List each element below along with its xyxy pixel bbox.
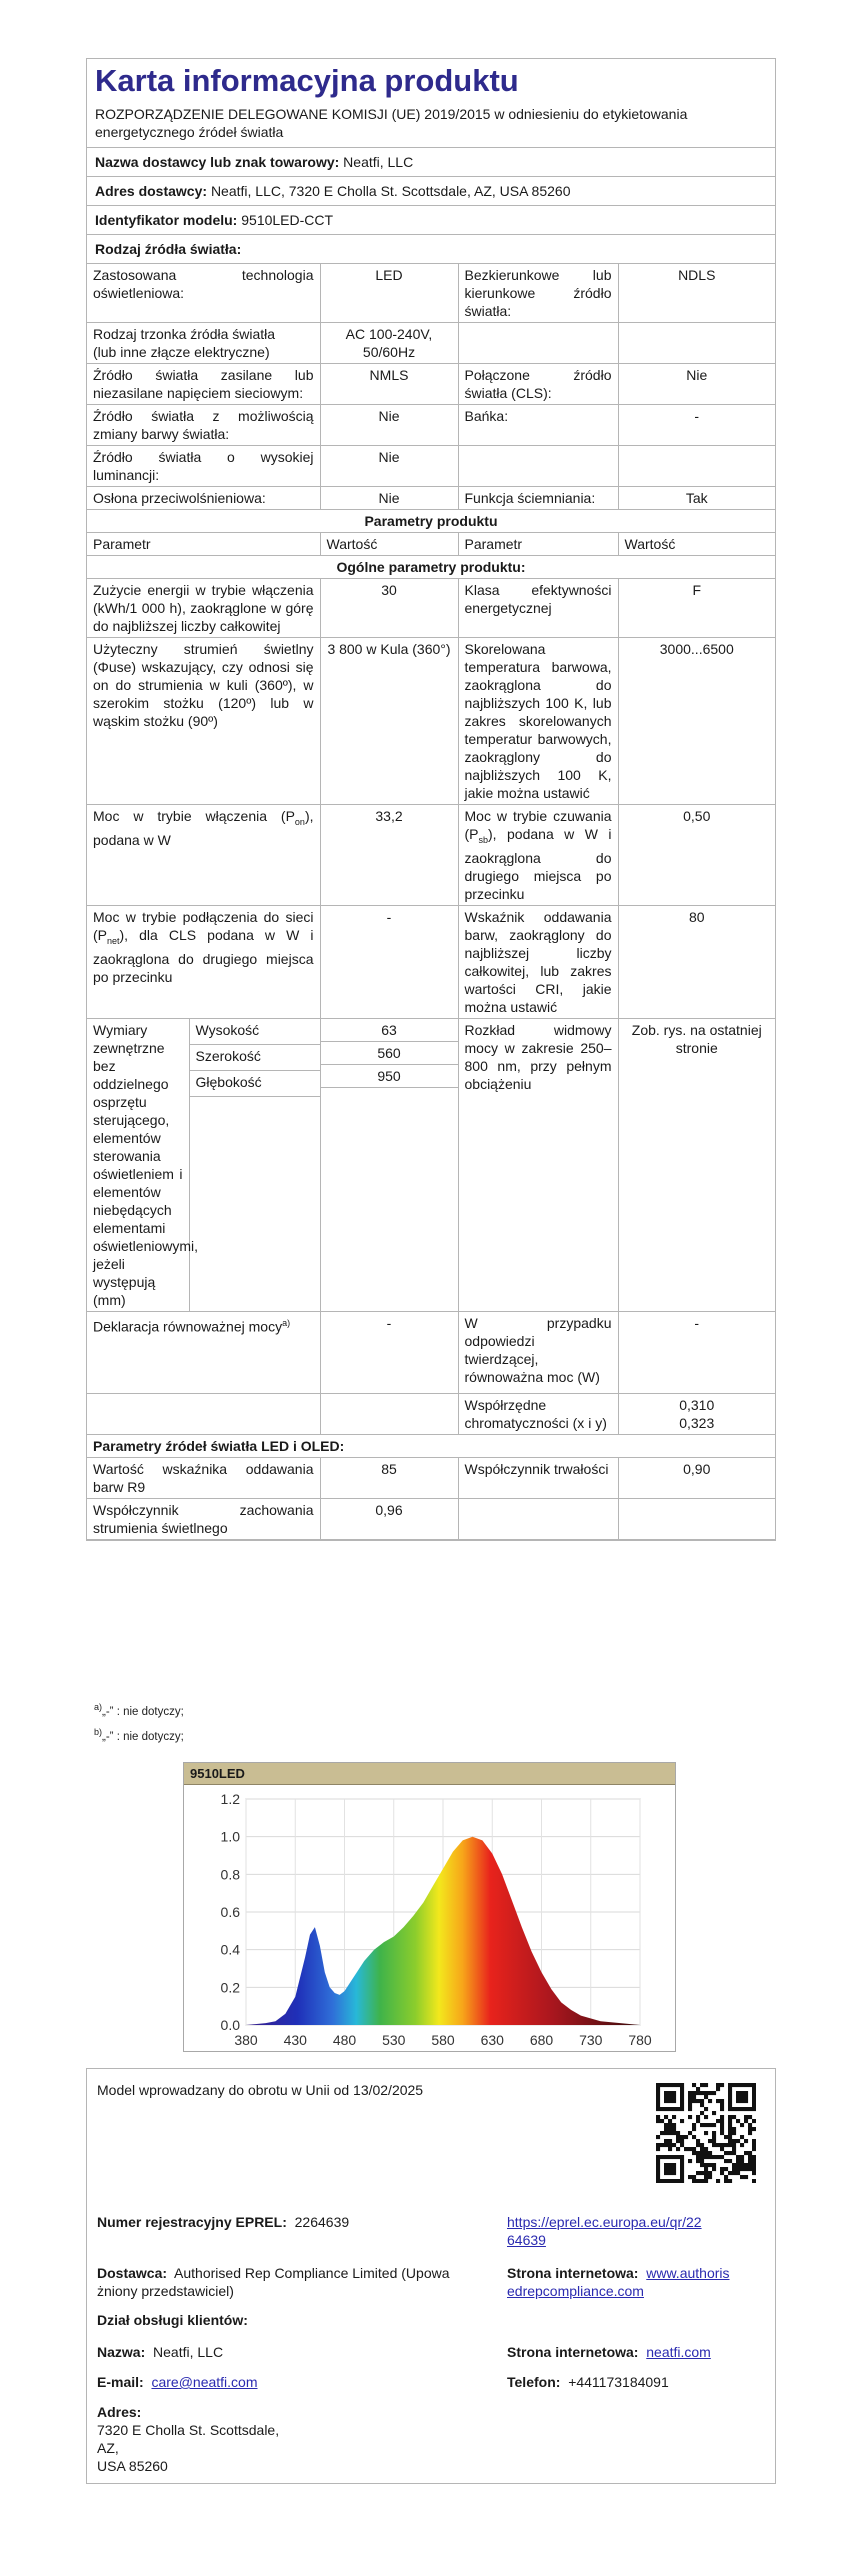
customer-name-row: Nazwa: Neatfi, LLC [97, 2344, 224, 2360]
supplier-name-value: Neatfi, LLC [343, 154, 414, 170]
general-parameters-heading: Ogólne parametry produktu: [87, 556, 775, 579]
connected-value: Nie [618, 364, 775, 405]
cap-type-label-line-2: (lub inne złącze elektryczne) [93, 344, 270, 360]
footnote-b: $^{b)}$„-” : nie dotyczy; [94, 1726, 184, 1743]
table-row [87, 446, 775, 487]
supplier-name-row [87, 148, 775, 177]
column-header-parameter: Parametr [458, 533, 618, 556]
regulation-subtitle: ROZPORZĄDZENIE DELEGOWANE KOMISJI (UE) 2019/2015 w odniesieniu do etykietowania energetycznego źródeł światła [87, 105, 775, 148]
r9-label: Wartość wskaźnika oddawania barw R9 [87, 1457, 320, 1498]
table-row [87, 638, 775, 805]
standby-power-value: 0,50 [618, 805, 775, 906]
directional-value: NDLS [618, 264, 775, 323]
chromaticity-y: 0,323 [679, 1414, 715, 1431]
on-mode-power-value: 33,2 [320, 805, 458, 906]
cct-label: Skorelowana temperatura barwowa, zaokrąglona do najbliższych 100 K, lub zakres skorelowanych temperatur barwowych, zaokrąglony do najbliższych 100 K, jakie można ustawić [458, 638, 618, 805]
footnote-a: $^{a)}$„-” : nie dotyczy; [94, 1702, 184, 1718]
x-tick-label: 480 [332, 2032, 357, 2048]
table-row [87, 1393, 775, 1434]
column-header-value: Wartość [618, 533, 775, 556]
lumen-maintenance-label: Współczynnik zachowania strumienia świetlnego [87, 1498, 320, 1539]
dimensions-table [87, 1019, 320, 1311]
useful-flux-label: Użyteczny strumień świetlny (Φuse) wskazujący, czy odnosi się on do strumienia w kuli (360º), w szerokim stożku (120º) lub w wąskim stożku (90º) [87, 638, 320, 805]
eprel-number-row: Numer rejestracyjny EPREL: 2264639 [97, 2214, 350, 2230]
table-row [87, 1311, 775, 1393]
r9-value: 85 [320, 1457, 458, 1498]
table-row [87, 405, 775, 446]
x-tick-label: 780 [628, 2032, 652, 2048]
chart-title: 9510LED [184, 1763, 675, 1785]
model-identifier-value: 9510LED-CCT [241, 212, 334, 228]
height-value: 63 [321, 1019, 458, 1042]
dimensions-values-table [321, 1019, 458, 1302]
equivalent-power-value: - [320, 1311, 458, 1393]
qr-code-icon[interactable] [656, 2083, 756, 2183]
anti-glare-label: Osłona przeciwolśnieniowa: [87, 487, 320, 510]
supplier-row: Dostawca: Authorised Rep Compliance Limited (Upowa żniony przedstawiciel) [97, 2265, 450, 2299]
y-tick-label: 0.8 [220, 1866, 240, 1883]
cap-type-label [87, 323, 320, 364]
cap-type-value: AC 100-240V, 50/60Hz [320, 323, 458, 364]
chromaticity-x: 0,310 [679, 1396, 715, 1413]
spectral-distribution-value: Zob. rys. na ostatniej stronie [618, 1018, 775, 1311]
cri-value: 80 [618, 905, 775, 1018]
network-standby-value: - [320, 905, 458, 1018]
cri-label: Wskaźnik oddawania barw, zaokrąglony do najbliższej liczby całkowitej, lub zakres wartości CRI, jakie można ustawić [458, 905, 618, 1018]
table-row [87, 556, 775, 579]
column-header-parameter: Parametr [87, 533, 320, 556]
table-row [87, 264, 775, 323]
envelope-label: Bańka: [458, 405, 618, 446]
x-axis [234, 2032, 652, 2048]
table-row [87, 1018, 775, 1311]
equivalent-power-w-label: W przypadku odpowiedzi twierdzącej, równoważna moc (W) [458, 1311, 618, 1393]
table-row [87, 323, 775, 364]
table-row [87, 487, 775, 510]
email-link[interactable]: care@neatfi.com [151, 2374, 258, 2390]
email-row: E-mail: care@neatfi.com [97, 2374, 258, 2390]
spectral-chart-svg [184, 1785, 675, 2051]
depth-label: Głębokość [189, 1071, 320, 1097]
x-tick-label: 580 [431, 2032, 455, 2048]
dimensions-label: Wymiary zewnętrzne bez oddzielnego osprzętu sterującego, elementów sterowania oświetleniem i elementów niebędących elementami oświetleniowymi, jeżeli występują (mm) [87, 1019, 189, 1311]
colour-tunable-value: Nie [320, 405, 458, 446]
spectral-distribution-label: Rozkład widmowy mocy w zakresie 250–800 nm, przy pełnym obciążeniu [458, 1018, 618, 1311]
dimmable-label: Funkcja ściemniania: [458, 487, 618, 510]
light-source-type-table [87, 264, 775, 1540]
page-title: Karta informacyjna produktu [95, 63, 519, 98]
x-tick-label: 680 [529, 2032, 554, 2048]
y-tick-label: 1.2 [220, 1791, 240, 1807]
height-label: Wysokość [189, 1019, 320, 1045]
y-tick-label: 0.2 [220, 1979, 240, 1996]
cap-type-label-line-1: Rodzaj trzonka źródła światła [93, 326, 276, 342]
directional-label: Bezkierunkowe lub kierunkowe źródło światła: [458, 264, 618, 323]
eprel-number: 2264639 [294, 2214, 350, 2230]
envelope-value: - [618, 405, 775, 446]
width-label: Szerokość [189, 1044, 320, 1070]
supplier-address-row [87, 177, 775, 206]
width-value: 560 [321, 1041, 458, 1064]
mains-label: Źródło światła zasilane lub niezasilane napięciem sieciowym: [87, 364, 320, 405]
x-tick-label: 530 [382, 2032, 406, 2048]
supplier-address-value: Neatfi, LLC, 7320 E Cholla St. Scottsdale, AZ, USA 85260 [210, 183, 571, 199]
supplier-name-label: Nazwa dostawcy lub znak towarowy: [95, 154, 340, 170]
y-tick-label: 1.0 [220, 1828, 240, 1845]
spectral-chart [183, 1762, 676, 2052]
energy-consumption-label: Zużycie energii w trybie włączenia (kWh/1 000 h), zaokrąglone w górę do najbliższej liczby całkowitej [87, 579, 320, 638]
table-row [87, 1498, 775, 1539]
chromaticity-label: Współrzędne chromatyczności (x i y) [458, 1393, 618, 1434]
light-source-type-label: Rodzaj źródła światła: [95, 241, 242, 257]
table-row [87, 533, 775, 556]
y-tick-label: 0.4 [220, 1941, 240, 1958]
table-row [87, 510, 775, 533]
table-row [87, 364, 775, 405]
technology-label: Zastosowana technologia oświetleniowa: [87, 264, 320, 323]
x-tick-label: 430 [283, 2032, 307, 2048]
model-identifier-label: Identyfikator modelu: [95, 212, 238, 228]
high-luminance-label: Źródło światła o wysokiej luminancji: [87, 446, 320, 487]
y-tick-label: 0.6 [220, 1904, 240, 1920]
table-row [87, 905, 775, 1018]
standby-power-label: Moc w trybie czuwania $(P_{sb})$, podana w W i zaokrąglona do drugiego miejsca po przecinku [458, 805, 618, 906]
anti-glare-value: Nie [320, 487, 458, 510]
footnotes [94, 1697, 184, 1747]
model-identifier-row [87, 206, 775, 235]
x-tick-label: 630 [480, 2032, 504, 2048]
network-standby-label: Moc w trybie podłączenia do sieci $(P_{net})$, dla CLS podana w W i zaokrąglona do drugiego miejsca po przecinku [87, 905, 320, 1018]
colour-tunable-label: Źródło światła z możliwością zmiany barwy światła: [87, 405, 320, 446]
equivalent-power-label: Deklaracja równoważnej mocy$^{a)}$ [87, 1311, 320, 1393]
product-parameters-heading: Parametry produktu [87, 510, 775, 533]
supplier-website-link[interactable]: www.authoris [646, 2265, 730, 2281]
survival-factor-value: 0,90 [618, 1457, 775, 1498]
table-row [87, 1434, 775, 1457]
x-tick-label: 380 [234, 2032, 258, 2048]
mains-value: NMLS [320, 364, 458, 405]
phone-row: Telefon: +441173184091 [507, 2374, 669, 2390]
column-header-value: Wartość [320, 533, 458, 556]
survival-factor-label: Współczynnik trwałości [458, 1457, 618, 1498]
cct-value: 3000...6500 [618, 638, 775, 805]
placed-on-market-text: Model wprowadzany do obrotu w Unii od 13/02/2025 [97, 2082, 424, 2098]
energy-consumption-value: 30 [320, 579, 458, 638]
eprel-link[interactable]: https://eprel.ec.europa.eu/qr/22 64639 [507, 2214, 702, 2248]
equivalent-power-w-value: - [618, 1311, 775, 1393]
light-source-type-row [87, 235, 775, 264]
chromaticity-value [618, 1393, 775, 1434]
high-luminance-value: Nie [320, 446, 458, 487]
x-tick-label: 730 [579, 2032, 603, 2048]
dimmable-value: Tak [618, 487, 775, 510]
y-tick-label: 0.0 [220, 2017, 240, 2033]
led-parameters-heading: Parametry źródeł światła LED i OLED: [87, 1434, 775, 1457]
technology-value: LED [320, 264, 458, 323]
customer-service-heading: Dział obsługi klientów: [97, 2312, 248, 2328]
supplier-website-row: Strona internetowa: www.authoris edrepcompliance.com [507, 2265, 730, 2299]
address-block: Adres: 7320 E Cholla St. Scottsdale, AZ, USA 85260 [97, 2404, 280, 2474]
table-row [87, 1457, 775, 1498]
connected-label: Połączone źródło światła (CLS): [458, 364, 618, 405]
lumen-maintenance-value: 0,96 [320, 1498, 458, 1539]
dimensions-values-cell [320, 1018, 458, 1311]
eprel-card [86, 2068, 776, 2484]
customer-website-link[interactable]: neatfi.com [646, 2344, 711, 2360]
product-information-sheet [86, 58, 776, 1541]
energy-class-value: F [618, 579, 775, 638]
y-axis [221, 1791, 241, 2033]
customer-website-row: Strona internetowa: neatfi.com [507, 2344, 711, 2360]
useful-flux-value: 3 800 w Kula (360°) [320, 638, 458, 805]
supplier-address-label: Adres dostawcy: [95, 183, 208, 199]
supplier-website-link-2[interactable]: edrepcompliance.com [507, 2283, 644, 2299]
on-mode-power-label: Moc w trybie włączenia $(P_{on})$, podana w W [87, 805, 320, 906]
dimensions-cell [87, 1018, 320, 1311]
table-row [87, 579, 775, 638]
table-row [87, 805, 775, 906]
energy-class-label: Klasa efektywności energetycznej [458, 579, 618, 638]
depth-value: 950 [321, 1064, 458, 1087]
